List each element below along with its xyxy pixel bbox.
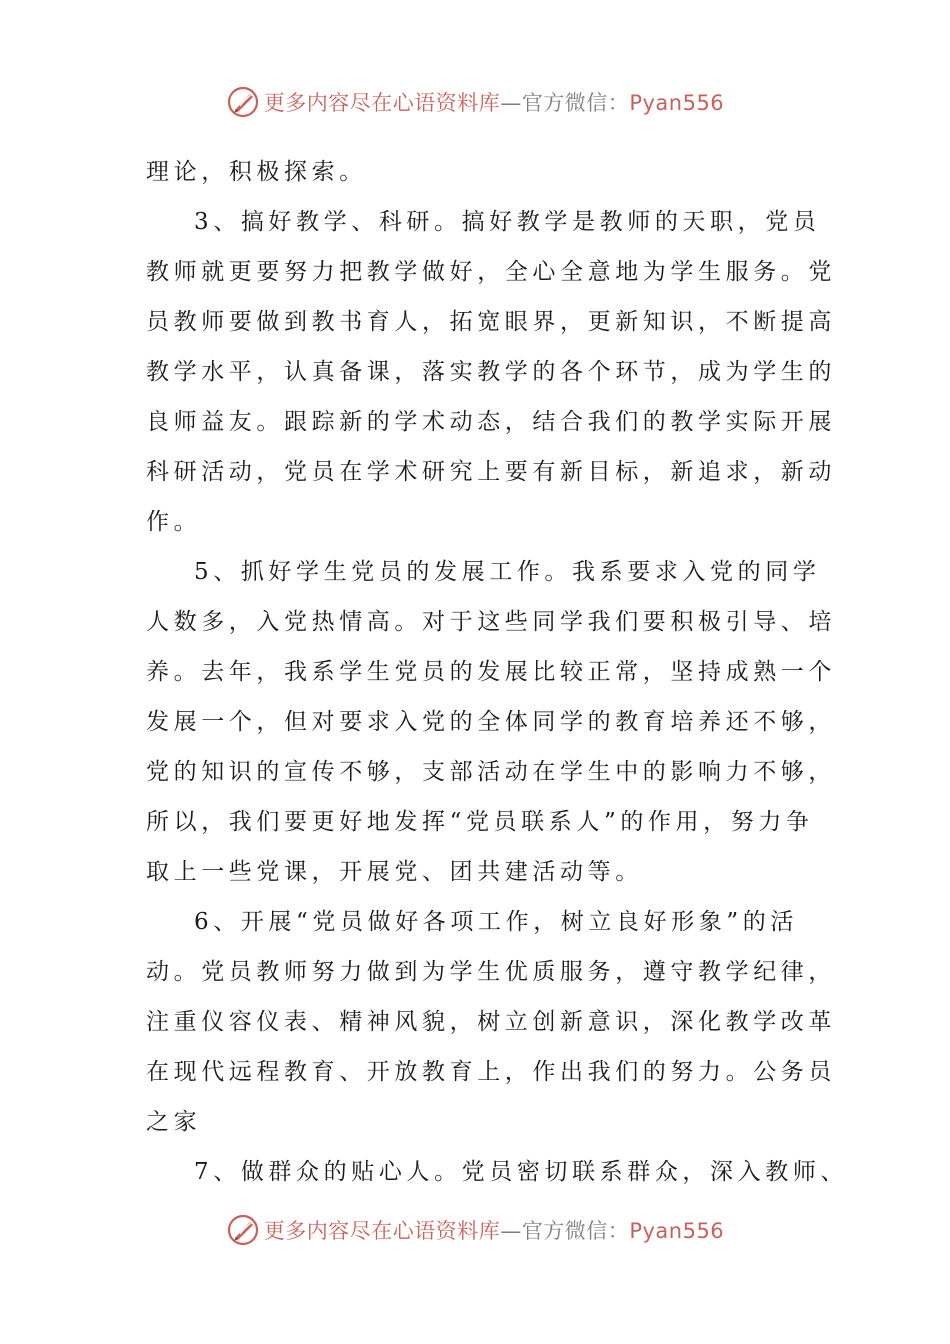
body-line: 教师就更要努力把教学做好，全心全意地为学生服务。党 <box>146 259 836 285</box>
body-line: 动。党员教师努力做到为学生优质服务，遵守教学纪律， <box>146 959 836 985</box>
body-line: 养。去年，我系学生党员的发展比较正常，坚持成熟一个 <box>146 659 836 685</box>
footer-wechat-id: Pyan556 <box>629 1219 725 1243</box>
body-line: 取上一些党课，开展党、团共建活动等。 <box>146 859 643 885</box>
footer-separator: — <box>500 1219 522 1243</box>
body-line: 员教师要做到教书育人，拓宽眼界，更新知识，不断提高 <box>146 309 836 335</box>
header-brand: 更多内容尽在心语资料库 <box>263 91 501 115</box>
body-line: 科研活动，党员在学术研究上要有新目标，新追求，新动 <box>146 459 836 485</box>
header-separator: — <box>500 91 522 115</box>
footer-banner <box>0 1210 950 1250</box>
document-body <box>146 147 849 1197</box>
footer-text <box>264 1215 724 1245</box>
body-line: 良师益友。跟踪新的学术动态，结合我们的教学实际开展 <box>146 409 836 435</box>
body-line: 教学水平，认真备课，落实教学的各个环节，成为学生的 <box>146 359 836 385</box>
header-text <box>264 87 724 117</box>
body-line: 作。 <box>146 509 202 535</box>
body-line: 3、搞好教学、科研。搞好教学是教师的天职，党员 <box>194 209 821 235</box>
body-line: 注重仪容仪表、精神风貌，树立创新意识，深化教学改革 <box>146 1009 836 1035</box>
body-line: 7、做群众的贴心人。党员密切联系群众，深入教师、 <box>194 1159 849 1185</box>
header-wechat-id: Pyan556 <box>629 91 725 115</box>
quill-pen-icon <box>226 85 260 119</box>
footer-wechat-label: 官方微信： <box>521 1219 630 1243</box>
body-line: 发展一个，但对要求入党的全体同学的教育培养还不够， <box>146 709 836 735</box>
body-line: 党的知识的宣传不够，支部活动在学生中的影响力不够， <box>146 759 836 785</box>
header-banner <box>0 82 950 122</box>
footer-brand: 更多内容尽在心语资料库 <box>263 1219 501 1243</box>
body-line: 所以，我们要更好地发挥“党员联系人”的作用，努力争 <box>146 809 814 835</box>
quill-pen-icon <box>226 1213 260 1247</box>
body-line: 6、开展“党员做好各项工作，树立良好形象”的活 <box>194 909 798 935</box>
body-line: 5、抓好学生党员的发展工作。我系要求入党的同学 <box>194 559 821 585</box>
body-line: 在现代远程教育、开放教育上，作出我们的努力。公务员 <box>146 1059 836 1085</box>
body-line: 之家 <box>146 1109 202 1135</box>
header-wechat-label: 官方微信： <box>521 91 630 115</box>
body-line: 人数多，入党热情高。对于这些同学我们要积极引导、培 <box>146 609 836 635</box>
body-line: 理论，积极探索。 <box>146 159 367 185</box>
